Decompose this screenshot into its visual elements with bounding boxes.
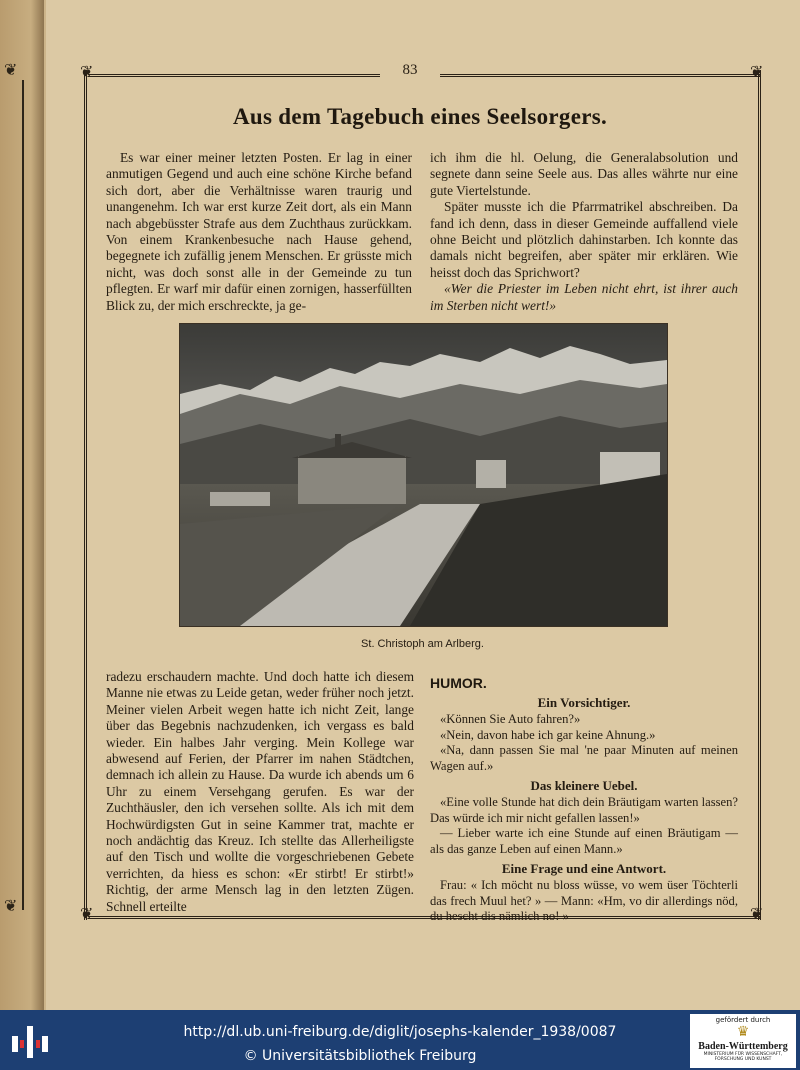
article-title: Aus dem Tagebuch eines Seelsorgers. (232, 104, 608, 129)
article-paragraph: ich ihm die hl. Oelung, die Generalabsolution und segnete dann seine Seele aus. Das alles währte nur eine gute Viertelstunde. (430, 150, 738, 198)
proverb-quote: «Wer die Priester im Leben nicht ehrt, ist ihrer auch im Sterben nicht wert!» (430, 281, 738, 313)
sponsor-label: gefördert durch (715, 1016, 771, 1024)
joke-line: «Nein, davon habe ich gar keine Ahnung.» (440, 727, 656, 742)
landscape-photo (179, 323, 668, 627)
ornament-corner-icon: ❦ (80, 64, 94, 81)
humor-heading: HUMOR. (430, 675, 487, 691)
ornament-corner-icon: ❦ (750, 64, 764, 81)
frame-left-rule (84, 70, 87, 920)
document-url-link[interactable]: http://dl.ub.uni-freiburg.de/diglit/josephs-kalender_1938/0087 (183, 1024, 617, 1040)
footer-bar (0, 1010, 800, 1070)
previous-page-edge (0, 0, 44, 1010)
sponsor-logo (690, 1014, 796, 1068)
article-column-1 (106, 150, 412, 314)
coat-of-arms-icon: ♛ (736, 1024, 750, 1040)
article-column-2 (430, 150, 738, 314)
joke-line: «Na, dann passen Sie mal 'ne paar Minuten auf meinen Wagen auf.» (430, 743, 738, 773)
joke-line: — Lieber warte ich eine Stunde auf einen Bräutigam — als das ganze Leben auf einen Mann.» (430, 826, 738, 856)
article-paragraph: Später musste ich die Pfarrmatrikel abschreiben. Da fand ich denn, dass in dieser Gemeinde auffallend viele ohne Beicht und plötzlich dahinstarben. Ich konnte das damals nicht begreifen, aber später mir erklären. Wie heisst doch das Sprichwort? (430, 199, 738, 280)
article-column-3 (106, 669, 414, 915)
joke-line: Frau: « Ich möcht nu bloss wüsse, vo wem üser Töchterli das frech Muul het? » — Mann: «Hm, vo dir allerdings nöd, du hescht dis nämlich no! » (430, 878, 738, 924)
ornament-corner-icon: ❦ (4, 62, 18, 79)
copyright-text: © Universitätsbibliothek Freiburg (243, 1048, 477, 1064)
sponsor-ministry: MINISTERIUM FÜR WISSENSCHAFT, FORSCHUNG UND KUNST (703, 1052, 783, 1062)
photo-caption: St. Christoph am Arlberg. (361, 638, 484, 650)
page-number: 83 (380, 62, 440, 79)
joke-line: «Können Sie Auto fahren?» (440, 712, 581, 727)
ornament-corner-icon: ❦ (80, 906, 94, 923)
sponsor-name: Baden-Württemberg (698, 1041, 788, 1052)
previous-page-border (8, 80, 24, 910)
joke-title: Das kleinere Uebel. (530, 777, 638, 793)
ornament-corner-icon: ❦ (4, 898, 18, 915)
joke-title: Ein Vorsichtiger. (537, 694, 631, 710)
joke-title: Eine Frage und eine Antwort. (501, 860, 667, 876)
ornament-corner-icon: ❦ (750, 906, 764, 923)
frame-right-rule (758, 70, 761, 920)
humor-section (430, 676, 738, 925)
article-paragraph: radezu erschaudern machte. Und doch hatte ich diesem Manne nie etwas zu Leide getan, weder früher noch jetzt. Meiner vielen Arbeit wegen hatte ich nicht Zeit, lange über das Begebnis nachzudenken, ich vergass es bald wieder. Ein halbes Jahr verging. Mein Kollege war abwesend auf Ferien, der Pfarrer im nahen Städtchen, demnach ich allein zu Hause. Da wurde ich abends um 6 Uhr zu einem Versehgang gerufen. Es war der Zuchthäusler, den ich versehen sollte. Als ich mit dem Hochwürdigsten Gut in seine Kammer trat, machte er noch andächtig das Kreuz. Ich stellte das Allerheiligste auf den Tisch und wollte die vorgeschriebenen Gebete verrichten, da hiess es schon: «Er stirbt! Er stirbt!» Richtig, der arme Mensch lag in den letzten Zügen. Schnell erteilte (106, 669, 414, 914)
joke-line: «Eine volle Stunde hat dich dein Bräutigam warten lassen? Das würde ich mir nicht gefallen lassen!» (430, 795, 738, 825)
article-paragraph: Es war einer meiner letzten Posten. Er lag in einer anmutigen Gegend und auch eine schöne Kirche befand sich dort, aber die Verhältnisse waren traurig und unangenehm. Ich war erst kurze Zeit dort, als ein Mann nach abgebüsster Strafe aus dem Zuchthaus zurückkam. Von einem Krankenbesuche nach Hause gehend, begegnete ich zufällig jenem Menschen. Er grüsste mich nicht, was doch sonst alle in der Gemeinde zu tun pflegten. Er warf mir dafür einen zornigen, hasserfüllten Blick zu, der mich erschreckte, ja ge- (106, 150, 412, 313)
